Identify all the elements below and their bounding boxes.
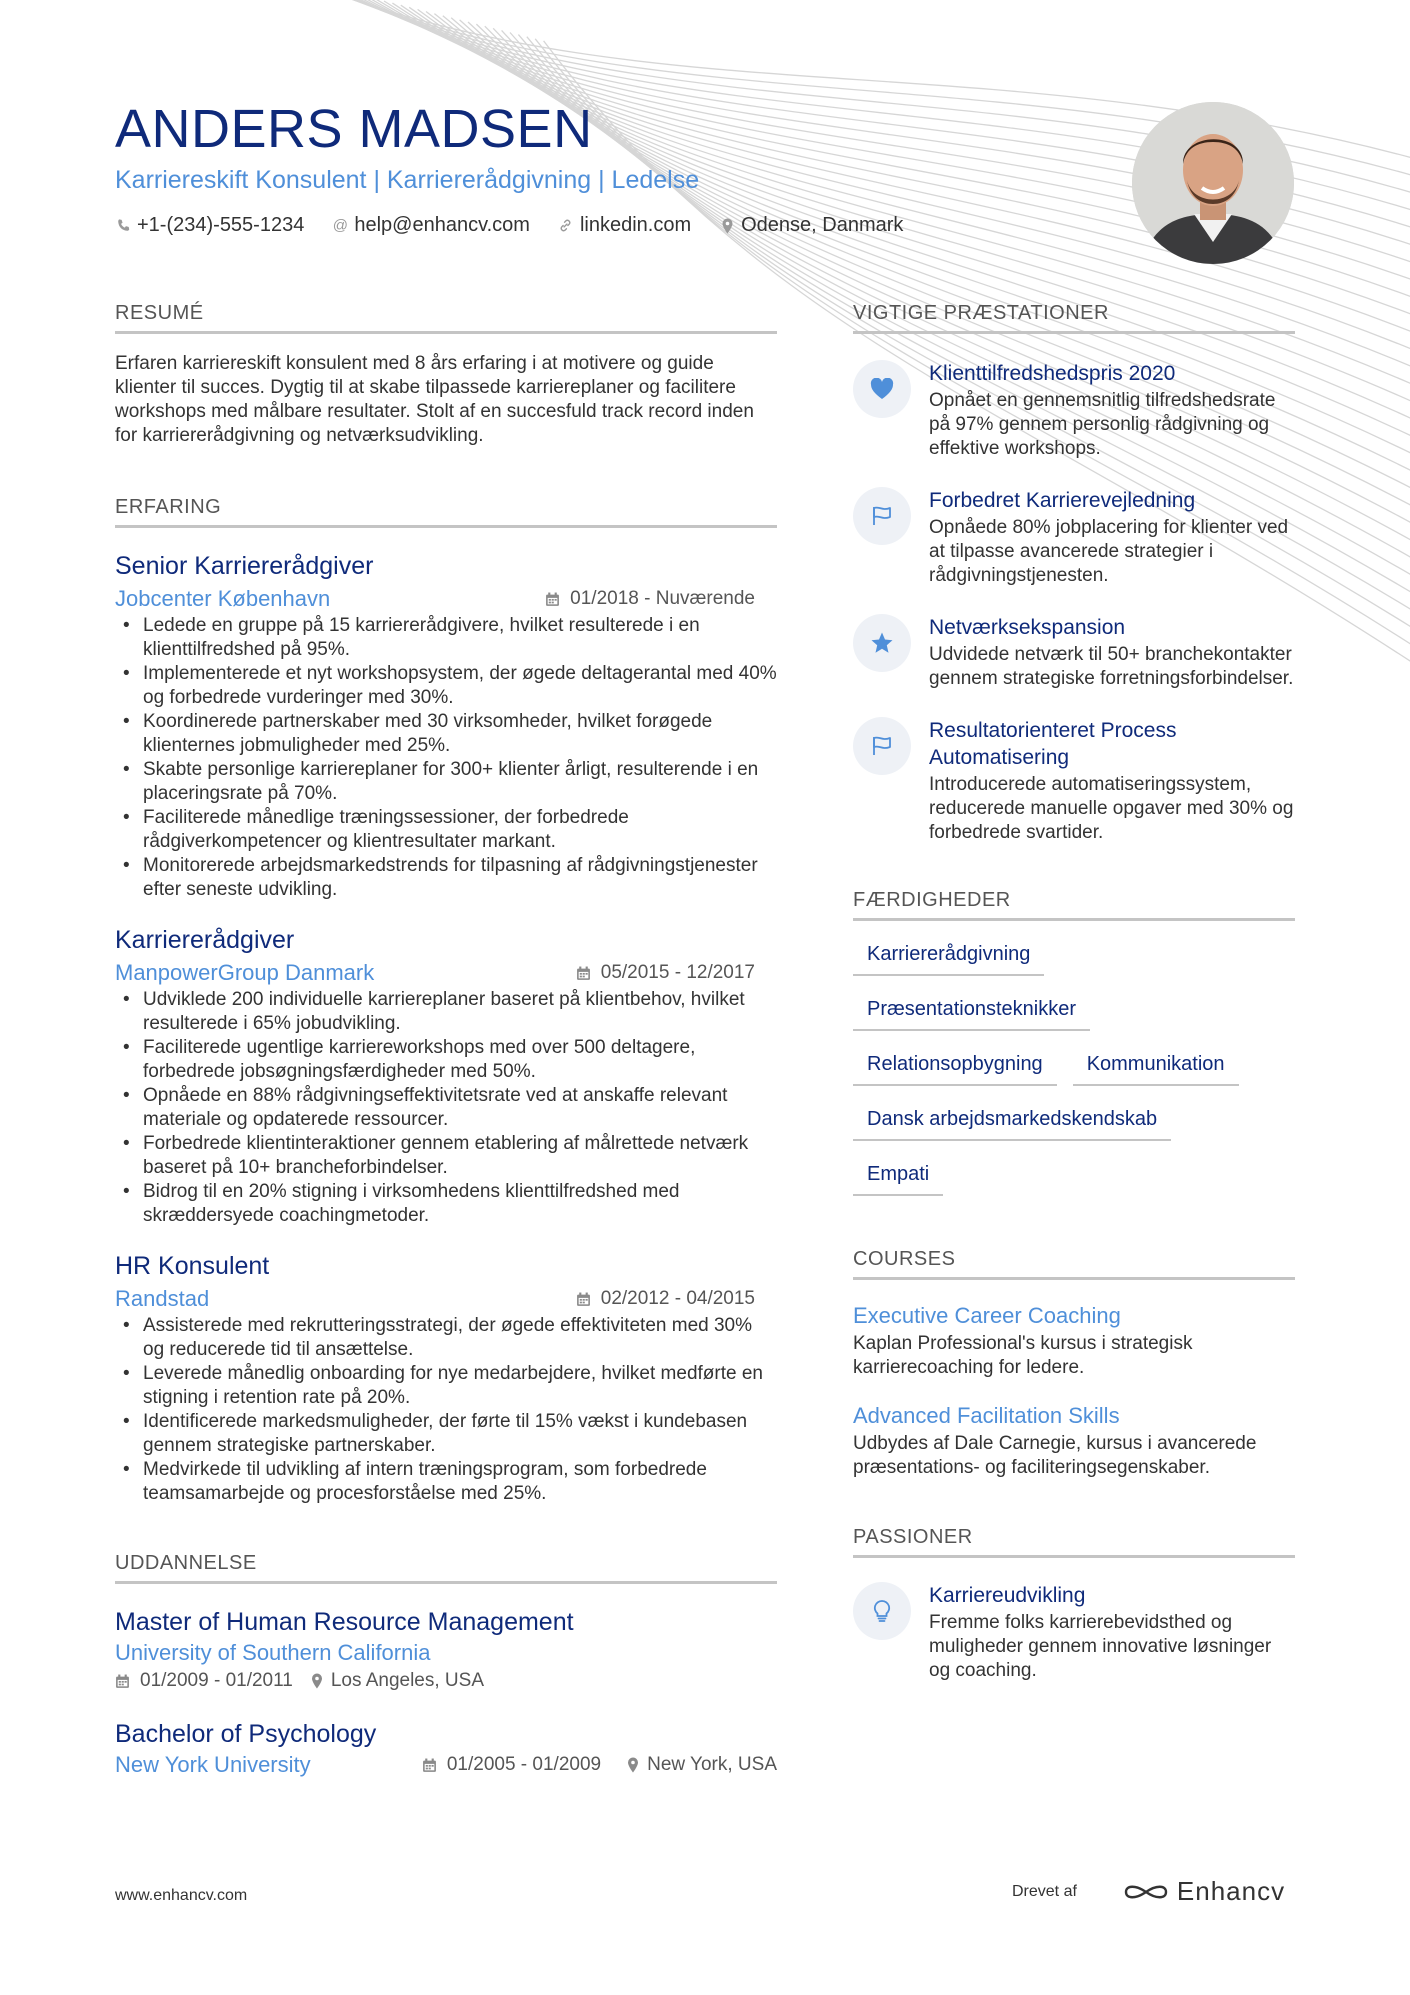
bullet-item: • Identificerede markedsmuligheder, der førte til 15% vækst i kundebasen gennem strategiske partnerskaber. [115,1410,777,1458]
job-dates [576,1288,755,1310]
calendar-icon [115,1674,130,1689]
location-icon [311,1673,323,1689]
calendar-icon [576,1292,591,1307]
bullet-item: • Implementerede et nyt workshopsystem, der øgede deltagerantal med 40% og forbedrede vurderinger med 30%. [115,662,777,710]
education-section [115,1552,777,1778]
achievements-heading: VIGTIGE PRÆSTATIONER [853,302,1295,334]
course-item [853,1302,1295,1380]
right-column [853,302,1295,1683]
education-dates [422,1754,601,1776]
contact-linkedin[interactable] [558,214,691,237]
course-item [853,1402,1295,1480]
school-name: New York University [115,1752,311,1777]
calendar-icon [576,966,591,981]
contact-email[interactable] [332,214,530,237]
job-dates [545,588,755,610]
experience-item [115,1250,777,1506]
profile-photo [1132,102,1294,264]
job-title: Karriererådgiver [115,926,295,954]
bullet-item: • Leverede månedlig onboarding for nye medarbejdere, hvilket medførte en stigning i retention rate på 20%. [115,1362,777,1410]
education-meta [115,1670,777,1692]
achievement-title: Resultatorienteret Process Automatisering [929,719,1177,769]
bullet-item: • Monitorerede arbejdsmarkedstrends for tilpasning af rådgivningstjenester efter seneste udvikling. [115,854,777,902]
achievement-item [853,360,1295,461]
degree-title: Master of Human Resource Management [115,1608,574,1636]
skill-tag: Relationsopbygning [853,1049,1057,1086]
job-dates-text: 01/2018 - Nuværende [570,588,755,609]
footer-branding [1012,1876,1285,1907]
flag-icon [853,487,911,545]
company-name: ManpowerGroup Danmark [115,960,375,985]
job-dates [576,962,755,984]
brand-logo[interactable] [1123,1876,1285,1907]
education-dates [115,1670,293,1692]
flag-icon [853,717,911,775]
education-dates-text: 01/2005 - 01/2009 [446,1754,602,1775]
job-bullets [115,1314,777,1506]
left-column [115,302,777,1778]
bullet-item: • Faciliterede ugentlige karriereworkshops med over 500 deltagere, forbedrede jobsøgningsfærdigheder med 50%. [115,1036,777,1084]
achievement-item [853,487,1295,588]
contact-location [719,214,903,237]
school-name: University of Southern California [115,1640,431,1665]
powered-by-label: Drevet af [1012,1882,1077,1900]
courses-section [853,1248,1295,1480]
achievement-desc: Opnået en gennemsnitlig tilfredshedsrate på 97% gennem personlig rådgivning og effektive workshops. [929,390,1276,459]
passion-desc: Fremme folks karrierebevidsthed og muligheder gennem innovative løsninger og coaching. [929,1612,1272,1681]
skill-tag: Karriererådgivning [853,939,1044,976]
enhancv-logo-icon [1123,1880,1169,1904]
job-dates-text: 05/2015 - 12/2017 [600,962,755,983]
contact-linkedin-text: linkedin.com [579,214,692,236]
skills-section [853,889,1295,1214]
passions-section [853,1526,1295,1683]
link-icon [558,218,574,234]
education-heading: UDDANNELSE [115,1552,777,1584]
location-icon [627,1757,639,1773]
at-icon: @ [332,217,348,234]
education-location [627,1754,777,1776]
bullet-item: • Opnåede en 88% rådgivningseffektivitetsrate ved at anskaffe relevant materiale og opdaterede ressourcer. [115,1084,777,1132]
job-title: Senior Karriererådgiver [115,552,374,580]
skill-tag: Dansk arbejdsmarkedskendskab [853,1104,1171,1141]
bullet-item: • Assisterede med rekrutteringsstrategi, der øgede effektiviteten med 30% og reducerede tid til ansættelse. [115,1314,777,1362]
skill-tag: Kommunikation [1073,1049,1239,1086]
achievement-item [853,614,1295,691]
job-bullets [115,988,777,1228]
achievements-section [853,302,1295,845]
bullet-item: • Bidrog til en 20% stigning i virksomhedens klienttilfredshed med skræddersyede coachingmetoder. [115,1180,777,1228]
company-name: Jobcenter København [115,586,331,611]
achievement-desc: Introducerede automatiseringssystem, reducerede manuelle opgaver med 30% og forbedrede svartider. [929,774,1294,843]
job-title: HR Konsulent [115,1252,270,1280]
phone-icon [115,218,131,234]
achievement-title: Forbedret Karrierevejledning [929,489,1196,512]
experience-heading: ERFARING [115,496,777,528]
bullet-item: • Udviklede 200 individuelle karriereplaner baseret på klientbehov, hvilket resulterede i 65% jobudvikling. [115,988,777,1036]
resume-header [115,98,1135,237]
achievement-desc: Udvidede netværk til 50+ branchekontakter gennem strategiske forretningsforbindelser. [929,644,1294,689]
achievement-title: Netværksekspansion [929,616,1126,639]
degree-title: Bachelor of Psychology [115,1720,377,1748]
brand-name: Enhancv [1176,1876,1286,1906]
course-desc: Kaplan Professional's kursus i strategisk karrierecoaching for ledere. [853,1333,1193,1378]
calendar-icon [422,1758,437,1773]
experience-item [115,550,777,902]
bullet-item: • Ledede en gruppe på 15 karriererådgivere, hvilket resulterede i en klienttilfredshed på 95%. [115,614,777,662]
contact-location-text: Odense, Danmark [741,214,904,236]
bullet-item: • Faciliterede månedlige træningssessioner, der forbedrede rådgiverkompetencer og klientresultater markant. [115,806,777,854]
summary-text: Erfaren karriereskift konsulent med 8 års erfaring i at motivere og guide klienter til succes. Dygtig til at skabe tilpassede karriereplaner og facilitere workshops med målbare resultater. Stolt af en succesfuld track record inden for karriererådgivning og netværksudvikling. [115,353,754,446]
skills-heading: FÆRDIGHEDER [853,889,1295,921]
summary-section [115,302,777,448]
course-title: Executive Career Coaching [853,1303,1121,1328]
education-item [115,1718,777,1778]
skill-tag: Empati [853,1159,943,1196]
location-icon [719,218,735,234]
bullet-item: • Medvirkede til udvikling af intern træningsprogram, som forbedrede teamsamarbejde og procesforståelse med 25%. [115,1458,777,1506]
calendar-icon [545,592,560,607]
candidate-name: ANDERS MADSEN [115,99,593,159]
job-bullets [115,614,777,902]
education-meta [422,1754,777,1776]
achievement-item [853,717,1295,845]
education-location-text: New York, USA [647,1754,777,1775]
bullet-item: • Skabte personlige karriereplaner for 300+ klienter årligt, resulterende i en placeringsrate på 70%. [115,758,777,806]
lightbulb-icon [853,1582,911,1640]
course-desc: Udbydes af Dale Carnegie, kursus i avancerede præsentations- og faciliteringsegenskaber. [853,1433,1257,1478]
candidate-headline: Karriereskift Konsulent | Karriererådgivning | Ledelse [115,166,700,194]
education-item [115,1606,777,1692]
passion-item [853,1582,1295,1683]
education-location [311,1670,484,1692]
contact-phone-text: +1-(234)-555-1234 [137,214,305,236]
skills-list [853,939,1295,1214]
education-location-text: Los Angeles, USA [330,1670,484,1691]
experience-section [115,496,777,1506]
achievement-title: Klienttilfredshedspris 2020 [929,362,1176,385]
job-dates-text: 02/2012 - 04/2015 [600,1288,755,1309]
experience-item [115,924,777,1228]
company-name: Randstad [115,1286,210,1311]
heart-icon [853,360,911,418]
contact-bar [115,214,1135,237]
passion-title: Karriereudvikling [929,1584,1086,1607]
courses-heading: COURSES [853,1248,1295,1280]
achievement-desc: Opnåede 80% jobplacering for klienter ved at tilpasse avancerede strategier i rådgivningstjenesten. [929,517,1289,586]
passions-heading: PASSIONER [853,1526,1295,1558]
footer-website[interactable]: www.enhancv.com [115,1887,248,1904]
course-title: Advanced Facilitation Skills [853,1403,1120,1428]
summary-heading: RESUMÉ [115,302,777,334]
bullet-item: • Forbedrede klientinteraktioner gennem etablering af målrettede netværk baseret på 10+ brancheforbindelser. [115,1132,777,1180]
skill-tag: Præsentationsteknikker [853,994,1090,1031]
contact-email-text: help@enhancv.com [354,214,530,236]
contact-phone[interactable] [115,214,304,237]
bullet-item: • Koordinerede partnerskaber med 30 virksomheder, hvilket forøgede klienternes jobmuligheder med 25%. [115,710,777,758]
education-dates-text: 01/2009 - 01/2011 [140,1670,293,1691]
star-icon [853,614,911,672]
